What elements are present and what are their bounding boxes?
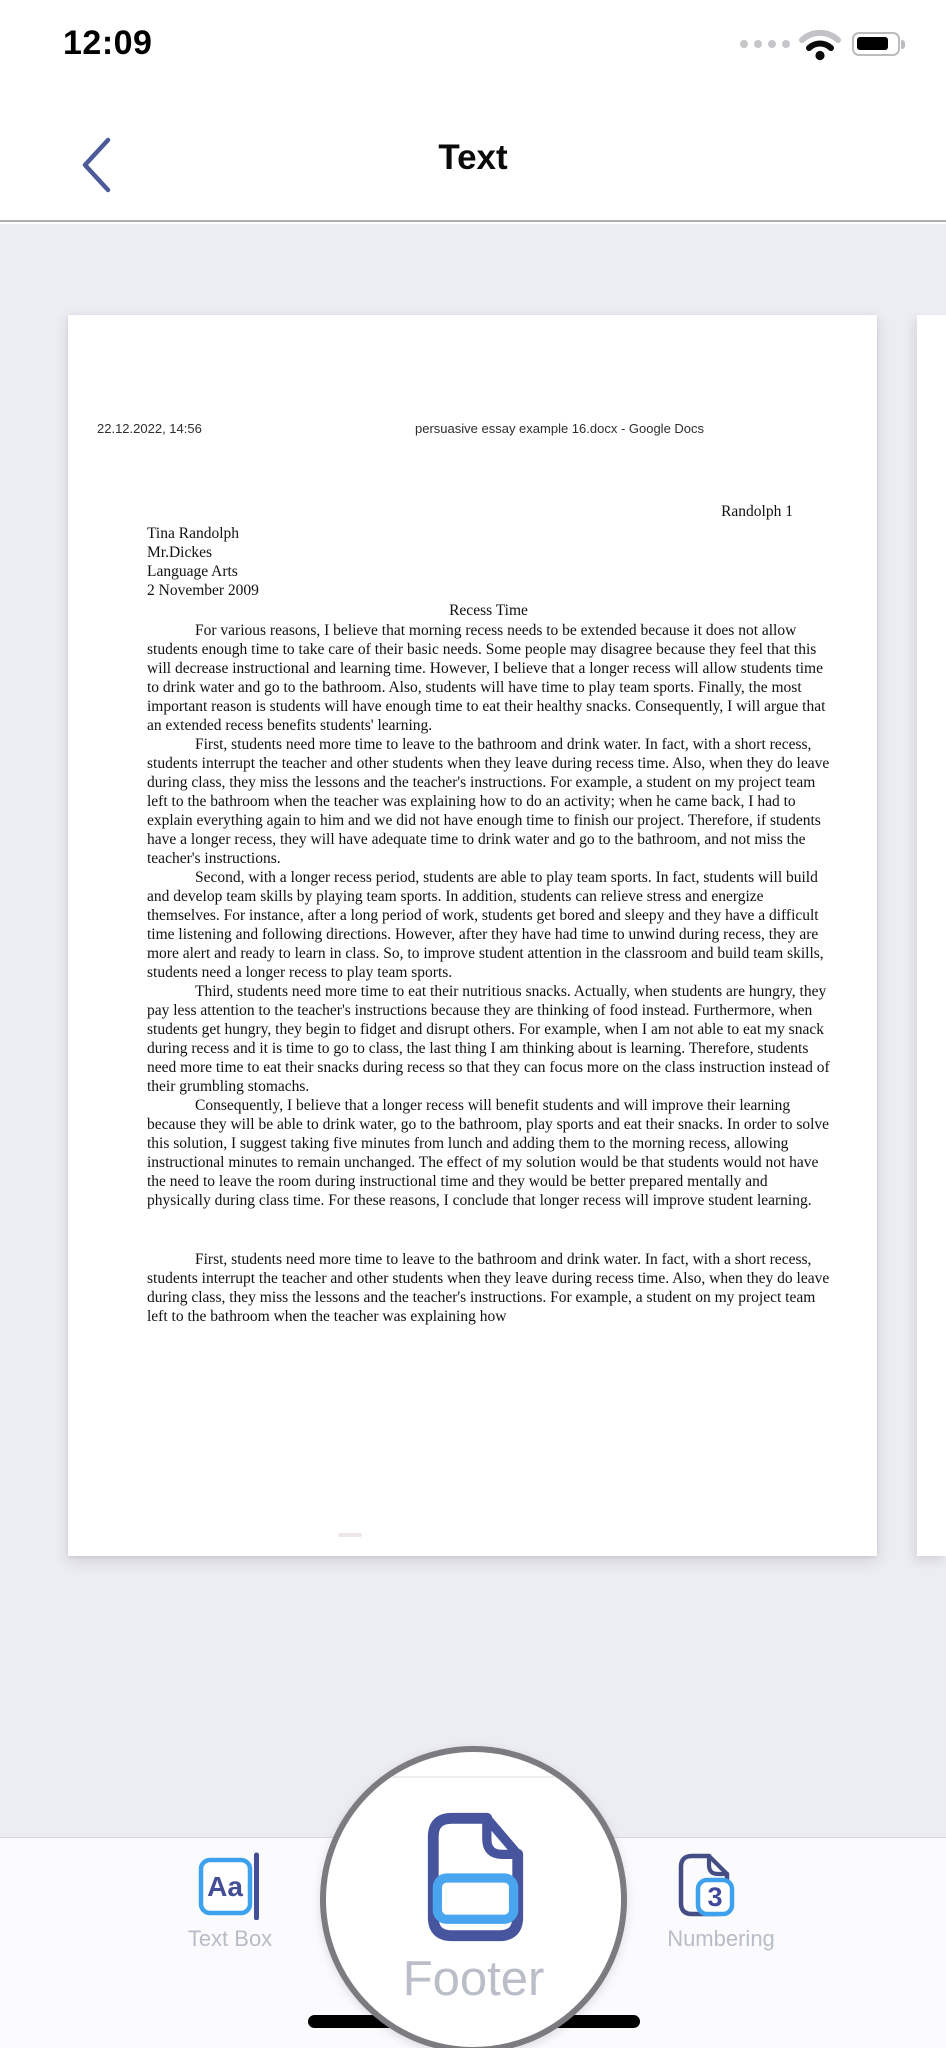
essay-body	[147, 621, 830, 1326]
student-info-line: Mr.Dickes	[147, 544, 213, 561]
running-head: Randolph 1	[721, 503, 793, 520]
magnified-toolbar-border	[326, 1776, 621, 1778]
essay-paragraphs	[147, 621, 830, 1210]
footer-icon-magnified	[424, 1810, 527, 1949]
essay-title: Recess Time	[449, 602, 528, 619]
battery-icon	[852, 32, 900, 56]
svg-text:3: 3	[707, 1882, 723, 1912]
status-bar	[0, 0, 946, 90]
text-box-icon	[198, 1852, 262, 1925]
document-canvas[interactable]	[0, 224, 946, 1837]
essay-paragraph: Third, students need more time to eat their nutritious snacks. Actually, when students are hungry, they pay less attention to the teacher's instructions because they are thinking of food instead. Furthermore, when students get hungry, they begin to fidget and disrupt others. For example, when I am not able to eat my snack during recess and it is time to go to class, the last thing I am thinking about is learning. Therefore, students need more time to eat their snacks during recess so that they can focus more on the class instruction instead of their grumbling stomachs.	[147, 983, 830, 1095]
footer-label-magnified: Footer	[402, 1952, 545, 2006]
footer-placeholder-mark	[338, 1533, 362, 1537]
text-box-label: Text Box	[187, 1926, 273, 1951]
numbering-icon	[676, 1852, 738, 1927]
essay-paragraph: For various reasons, I believe that morning recess needs to be extended because it does not allow students enough time to take care of their basic needs. Some people may disagree because they feel that this will decrease instructional and learning time. However, I believe that a longer recess will allow students time to drink water and go to the bathroom. Also, students will have time to play team sports. Finally, the most important reason is students will have enough time to eat their healthy snacks. Consequently, I will argue that an extended recess benefits students' learning.	[147, 622, 826, 734]
essay-paragraph: Consequently, I believe that a longer recess will benefit students and will improve their learning because they will be able to drink water, go to the bathroom, play sports and eat their snacks. In order to solve this solution, I suggest taking five minutes from lunch and adding them to the morning recess, allowing instructional minutes to remain unchanged. The effect of my solution would be that students would not have the need to leave the room during instructional time and they would be better prepared mentally and physically during class time. For these reasons, I conclude that longer recess will improve student learning.	[147, 1097, 830, 1209]
clock-time: 12:09	[63, 24, 153, 62]
next-page-edge[interactable]	[917, 315, 946, 1556]
page-title: Text	[438, 138, 508, 177]
repeated-paragraph: First, students need more time to leave to the bathroom and drink water. In fact, with a short recess, students interrupt the teacher and other students when they leave during recess time. Also, when they do leave during class, they miss the lessons and the teacher's instructions. For example, a student on my project team left to the bathroom when the teacher was explaining how	[147, 1251, 830, 1325]
numbering-label: Numbering	[667, 1926, 775, 1951]
essay-paragraph: Second, with a longer recess period, students are able to play team sports. In fact, students will build and develop team skills by playing team sports. In addition, students can relieve stress and energize themselves. For instance, after a long period of work, students get bored and sleepy and they have a difficult time listening and following directions. However, after they have had time to unwind during recess, they are more alert and ready to learn in class. So, to improve student attention in the classroom and build team skills, students need a longer recess to play team sports.	[147, 869, 824, 981]
print-filename: persuasive essay example 16.docx - Google Docs	[415, 421, 705, 436]
print-date: 22.12.2022, 14:56	[97, 421, 202, 436]
cellular-signal-icon	[740, 40, 790, 48]
essay-paragraph: First, students need more time to leave to the bathroom and drink water. In fact, with a short recess, students interrupt the teacher and other students when they leave during recess time. Also, when they do leave during class, they miss the lessons and the teacher's instructions. For example, a student on my project team left to the bathroom when the teacher was explaining how to do an activity; when he came back, I had to explain everything again to him and we did not have enough time to finish our project. Therefore, if students have a longer recess, they will have adequate time to drink water and go to the bathroom, and not miss the teacher's instructions.	[147, 736, 830, 867]
magnifier-loupe	[320, 1746, 627, 2048]
svg-text:Aa: Aa	[207, 1871, 243, 1902]
student-info-line: Language Arts	[147, 563, 238, 580]
wifi-icon	[798, 28, 842, 66]
student-info-line: Tina Randolph	[147, 525, 240, 542]
document-page[interactable]	[68, 315, 877, 1556]
student-info	[147, 524, 259, 600]
navigation-bar	[0, 90, 946, 222]
student-info-line: 2 November 2009	[147, 582, 259, 599]
